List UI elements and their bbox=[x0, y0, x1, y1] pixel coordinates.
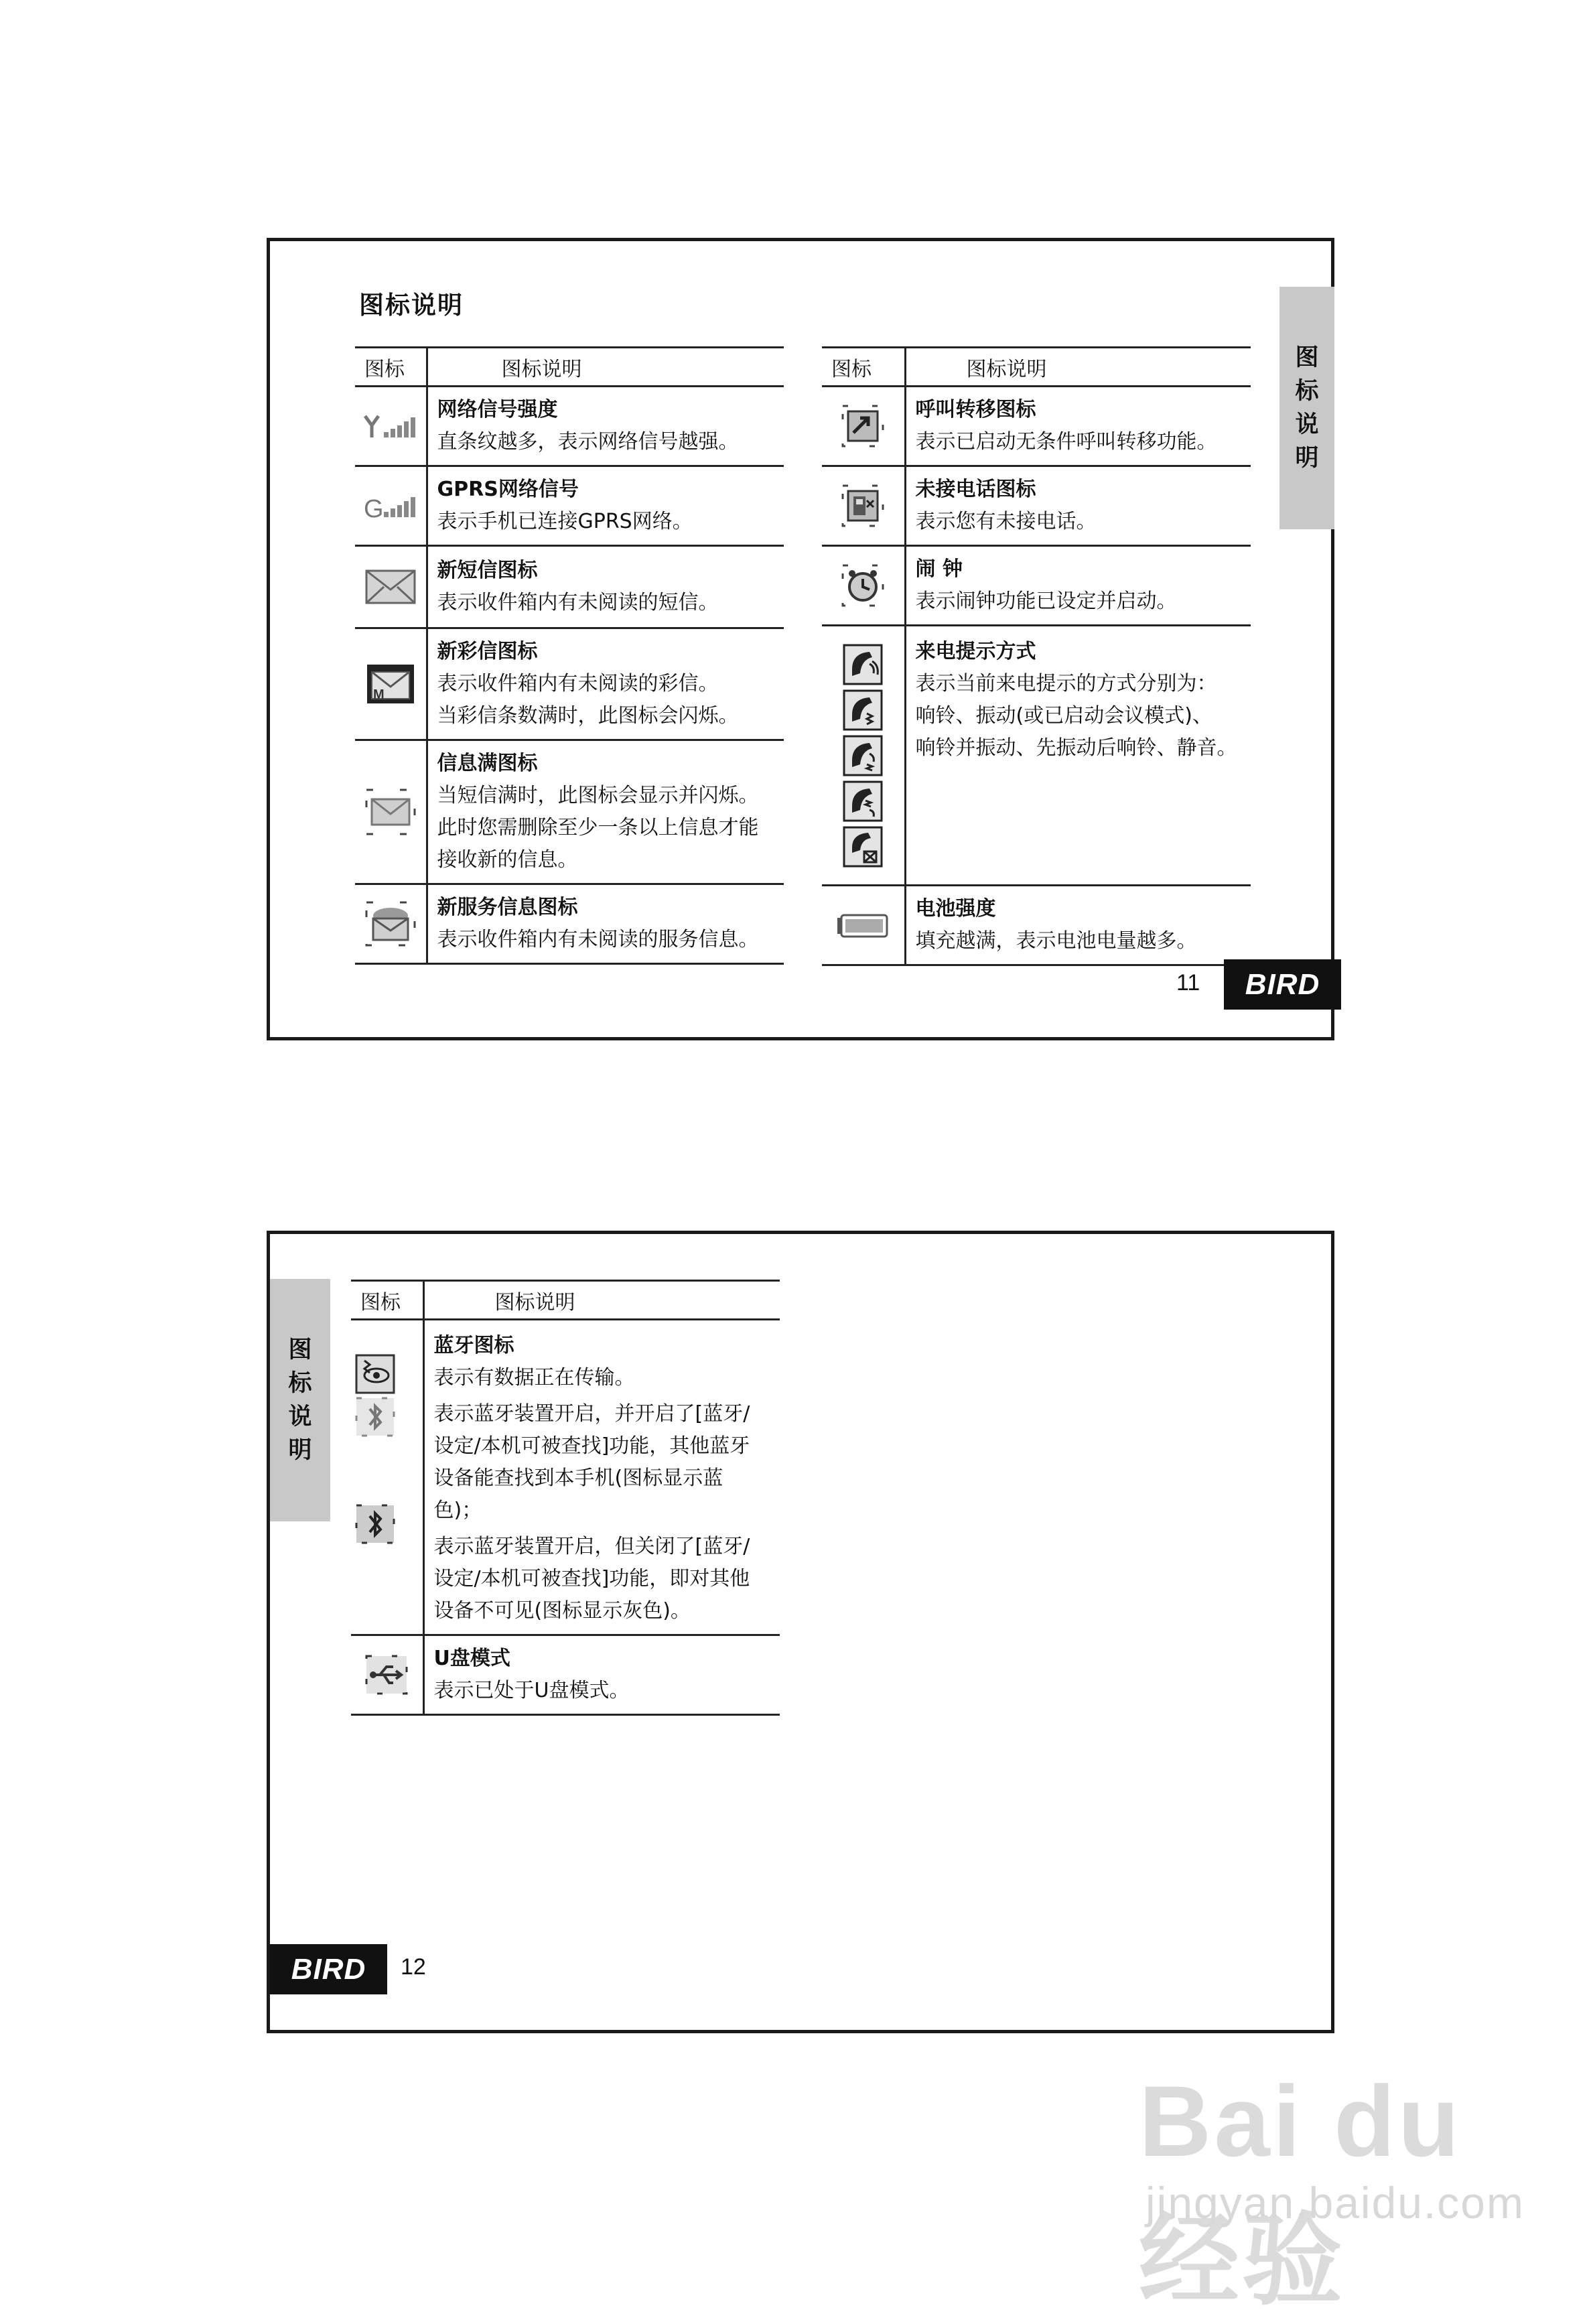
item-description: 表示有数据正在传输。 bbox=[433, 1366, 635, 1389]
call-divert-icon bbox=[841, 405, 884, 448]
bluetooth-hidden-icon bbox=[355, 1504, 419, 1544]
item-title: 闹 钟 bbox=[915, 557, 963, 581]
baidu-jingyan-url: jingyan.baidu.com bbox=[1146, 2178, 1525, 2228]
item-description: 设定/本机可被查找]功能，即对其他 bbox=[433, 1567, 750, 1590]
ring-icon bbox=[843, 644, 883, 685]
item-description: 表示收件箱内有未阅读的彩信。 bbox=[437, 672, 719, 695]
header-description: 图标说明 bbox=[427, 348, 784, 387]
svg-text:G: G bbox=[363, 494, 384, 523]
item-description: 表示已启动无条件呼叫转移功能。 bbox=[915, 430, 1217, 454]
item-description: 设备能查找到本手机(图标显示蓝色)； bbox=[433, 1466, 723, 1522]
table-row bbox=[351, 1320, 780, 1635]
icon-table-left bbox=[355, 346, 784, 965]
table-row bbox=[822, 626, 1251, 886]
side-tab-char: 明 bbox=[288, 1437, 312, 1464]
signal-strength-icon bbox=[362, 412, 419, 441]
vibrate-icon bbox=[843, 689, 883, 731]
item-title: 新彩信图标 bbox=[437, 640, 538, 663]
item-description: 表示蓝牙装置开启，并开启了[蓝牙/ bbox=[433, 1402, 750, 1426]
baidu-jingyan-watermark: Bai du 经验 bbox=[1139, 2065, 1462, 2317]
svg-text:M: M bbox=[372, 687, 385, 702]
side-tab bbox=[1279, 287, 1334, 529]
table-row bbox=[822, 546, 1251, 626]
side-tab-char: 说 bbox=[1295, 411, 1319, 438]
bird-logo: BIRD bbox=[270, 1944, 387, 1994]
icon-table-right bbox=[822, 346, 1251, 966]
item-title: 网络信号强度 bbox=[437, 398, 558, 421]
item-description: 表示您有未接电话。 bbox=[915, 510, 1097, 533]
item-title: 蓝牙图标 bbox=[433, 1334, 514, 1357]
table-header bbox=[355, 348, 784, 387]
item-description: 当彩信条数满时，此图标会闪烁。 bbox=[437, 704, 739, 728]
alarm-clock-icon bbox=[841, 564, 884, 607]
ring-mode-icons bbox=[826, 644, 900, 868]
page-title: 图标说明 bbox=[359, 291, 464, 320]
service-message-icon bbox=[365, 901, 416, 947]
page-number: 12 bbox=[401, 1954, 426, 1980]
item-description: 表示手机已连接GPRS网络。 bbox=[437, 510, 693, 533]
vibrate-then-ring-icon bbox=[843, 780, 883, 822]
item-description: 设备不可见(图标显示灰色)。 bbox=[433, 1599, 691, 1623]
item-title: 信息满图标 bbox=[437, 752, 538, 775]
header-description: 图标说明 bbox=[905, 348, 1251, 387]
item-description: 表示闹钟功能已设定并启动。 bbox=[915, 590, 1177, 613]
silent-icon bbox=[843, 826, 883, 868]
item-description: 此时您需删除至少一条以上信息才能 bbox=[437, 816, 759, 839]
item-title: 新服务信息图标 bbox=[437, 896, 578, 919]
table-row bbox=[355, 466, 784, 546]
icon-table bbox=[351, 1280, 780, 1716]
header-description: 图标说明 bbox=[423, 1281, 780, 1320]
side-tab-char: 标 bbox=[288, 1370, 312, 1397]
new-mms-icon bbox=[365, 663, 416, 705]
header-icon: 图标 bbox=[351, 1281, 423, 1320]
item-description: 表示收件箱内有未阅读的服务信息。 bbox=[437, 928, 759, 951]
item-description: 表示已处于U盘模式。 bbox=[433, 1679, 630, 1702]
new-sms-icon bbox=[364, 567, 417, 607]
missed-call-icon bbox=[841, 484, 884, 527]
manual-page-12 bbox=[267, 1231, 1334, 2033]
table-row bbox=[822, 387, 1251, 466]
page-number: 11 bbox=[1176, 970, 1200, 996]
bluetooth-transfer-icon bbox=[355, 1354, 419, 1394]
item-description: 当短信满时，此图标会显示并闪烁。 bbox=[437, 784, 759, 807]
item-title: 新短信图标 bbox=[437, 559, 538, 582]
item-description: 表示蓝牙装置开启，但关闭了[蓝牙/ bbox=[433, 1535, 750, 1558]
manual-page-11 bbox=[267, 238, 1334, 1040]
item-description: 响铃并振动、先振动后响铃、静音。 bbox=[915, 736, 1237, 760]
side-tab bbox=[270, 1279, 330, 1521]
header-icon: 图标 bbox=[822, 348, 905, 387]
message-full-icon bbox=[365, 789, 416, 835]
item-description: 接收新的信息。 bbox=[437, 848, 578, 872]
item-title: GPRS网络信号 bbox=[437, 478, 579, 501]
table-row bbox=[822, 466, 1251, 546]
item-description: 填充越满，表示电池电量越多。 bbox=[915, 929, 1197, 953]
item-title: 电池强度 bbox=[915, 897, 996, 920]
battery-icon bbox=[836, 912, 890, 939]
side-tab-char: 图 bbox=[288, 1337, 312, 1363]
item-description: 直条纹越多，表示网络信号越强。 bbox=[437, 430, 739, 454]
side-tab-char: 图 bbox=[1295, 344, 1319, 371]
table-row bbox=[822, 886, 1251, 965]
table-row bbox=[355, 740, 784, 884]
item-title: 来电提示方式 bbox=[915, 640, 1036, 663]
item-title: U盘模式 bbox=[433, 1647, 510, 1670]
table-row bbox=[351, 1635, 780, 1715]
bluetooth-visible-icon bbox=[355, 1397, 419, 1437]
table-row bbox=[355, 884, 784, 964]
table-row bbox=[355, 387, 784, 466]
table-header bbox=[351, 1281, 780, 1320]
usb-mode-icon bbox=[365, 1655, 408, 1695]
side-tab-char: 标 bbox=[1295, 378, 1319, 405]
header-icon: 图标 bbox=[355, 348, 427, 387]
table-row bbox=[355, 546, 784, 628]
ring-and-vibrate-icon bbox=[843, 735, 883, 776]
bird-logo: BIRD bbox=[1224, 959, 1341, 1010]
item-title: 呼叫转移图标 bbox=[915, 398, 1036, 421]
side-tab-char: 明 bbox=[1295, 445, 1319, 472]
table-row bbox=[355, 628, 784, 740]
side-tab-char: 说 bbox=[288, 1404, 312, 1430]
table-header bbox=[822, 348, 1251, 387]
gprs-signal-icon bbox=[362, 492, 419, 521]
item-description: 表示当前来电提示的方式分别为： bbox=[915, 672, 1217, 695]
item-description: 设定/本机可被查找]功能，其他蓝牙 bbox=[433, 1434, 750, 1458]
item-title: 未接电话图标 bbox=[915, 478, 1036, 501]
item-description: 表示收件箱内有未阅读的短信。 bbox=[437, 591, 719, 614]
item-description: 响铃、振动(或已启动会议模式)、 bbox=[915, 704, 1212, 728]
